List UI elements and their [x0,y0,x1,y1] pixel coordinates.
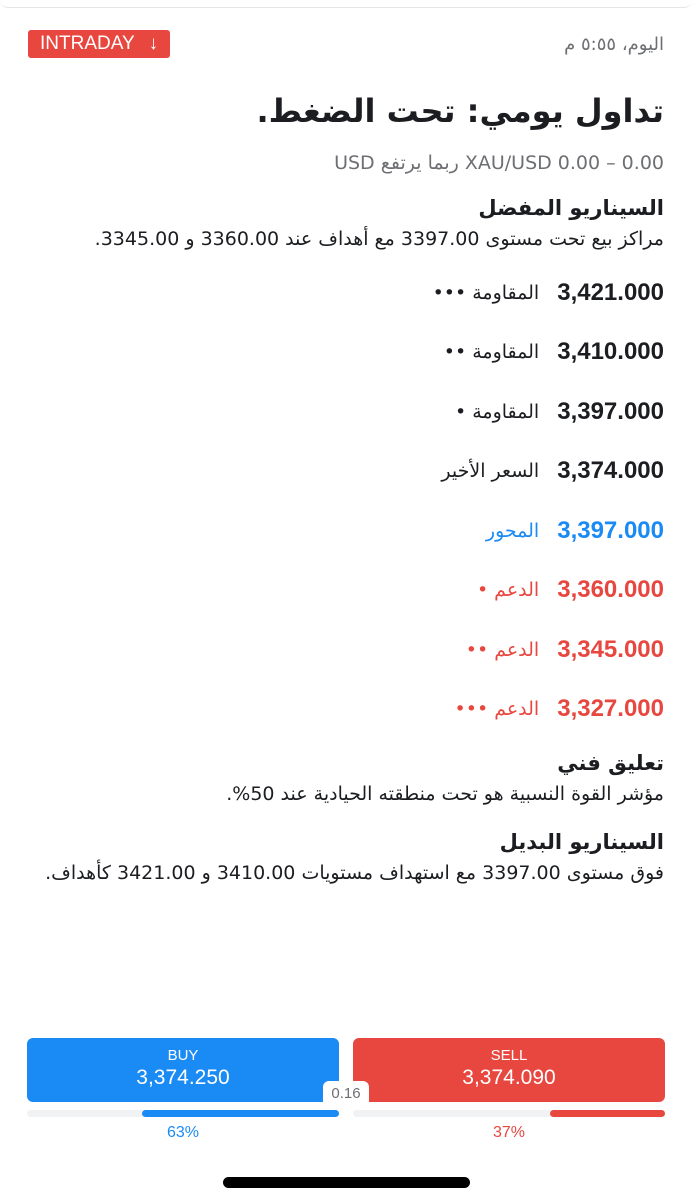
buy-percent: 63% [166,1124,200,1141]
spread-value: 0.16 [323,1081,369,1107]
sell-button[interactable] [353,1038,665,1102]
level-label: الدعم • [476,579,540,602]
level-row-support [28,561,664,621]
level-value: 3,421.000 [557,278,664,306]
level-label: المقاومة ••• [432,281,540,304]
level-label: الدعم ••• [454,698,540,721]
level-label: المقاومة •• [443,341,540,364]
intraday-badge [28,30,170,58]
alternative-text: فوق مستوى 3397.00 مع استهداف مستويات 3410.00 و 3421.00 كأهداف. [45,862,664,884]
sell-price: 3,374.090 [462,1066,556,1089]
sell-label: SELL [490,1047,528,1064]
level-value: 3,360.000 [557,576,664,604]
arrow-down-icon: ↓ [148,33,159,54]
buy-sentiment-bar [27,1110,339,1117]
sell-sentiment-fill [550,1110,665,1117]
level-value: 3,327.000 [557,695,664,723]
level-row-resistance [28,263,664,323]
level-row-resistance [28,382,664,442]
level-label: المحور [485,519,540,542]
level-label: الدعم •• [465,638,540,661]
buy-button[interactable] [27,1038,339,1102]
home-indicator [223,1177,470,1188]
buy-sentiment-fill [142,1110,339,1117]
level-row-last [28,442,664,502]
level-row-support [28,620,664,680]
analysis-content [28,88,664,887]
level-value: 3,410.000 [557,338,664,366]
level-label: السعر الأخير [441,460,540,483]
preferred-text: مراكز بيع تحت مستوى 3397.00 مع أهداف عند 3360.00 و 3345.00. [94,228,664,250]
level-label: المقاومة • [454,400,540,423]
technical-heading: تعليق فني [557,751,664,775]
header [28,29,664,59]
sheet-top-edge [0,0,692,8]
preferred-heading: السيناريو المفضل [478,196,664,220]
level-value: 3,345.000 [557,635,664,663]
page-title: تداول يومي: تحت الضغط. [256,92,664,130]
level-row-pivot [28,501,664,561]
sell-percent: 37% [492,1124,526,1141]
alternative-heading: السيناريو البديل [499,830,664,854]
buy-label: BUY [167,1047,199,1064]
level-row-support [28,680,664,740]
levels-list [28,263,664,739]
subtitle: XAU/USD 0.00 – 0.00 ربما يرتفع USD [334,152,664,174]
timestamp: اليوم، ٥:٥٥ م [564,33,664,55]
level-row-resistance [28,323,664,383]
badge-label: INTRADAY [40,33,135,54]
level-value: 3,397.000 [557,397,664,425]
level-value: 3,397.000 [557,516,664,544]
sell-sentiment-bar [353,1110,665,1117]
level-value: 3,374.000 [557,457,664,485]
technical-text: مؤشر القوة النسبية هو تحت منطقته الحيادية عند 50%. [226,783,664,805]
buy-price: 3,374.250 [136,1066,230,1089]
